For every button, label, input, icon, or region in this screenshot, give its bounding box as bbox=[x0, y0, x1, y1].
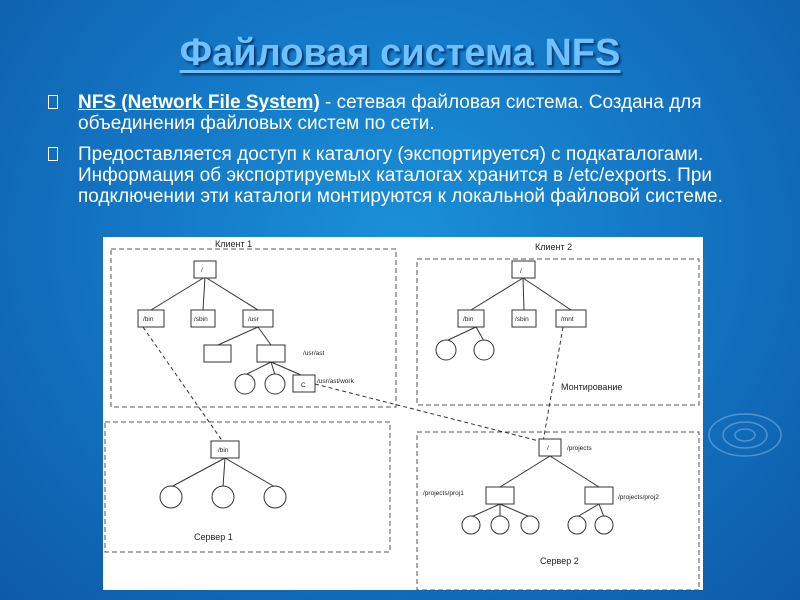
client1-file-node bbox=[265, 374, 285, 394]
server2-root-node bbox=[539, 439, 561, 456]
client1-label: Клиент 1 bbox=[215, 239, 253, 249]
client1-dir-node bbox=[204, 345, 231, 362]
mount-link-mnt bbox=[543, 327, 563, 442]
server2-root-text: / bbox=[547, 445, 549, 452]
client2-root-text: / bbox=[520, 268, 522, 275]
water-ripple-decoration bbox=[700, 405, 790, 465]
client2-sbin-text: /sbin bbox=[515, 316, 529, 323]
mount-label: Монтирование bbox=[561, 382, 623, 392]
server2-file-node bbox=[568, 516, 586, 534]
bullet-text: Предоставляется доступ к каталогу (экспортируется) с подкаталогами. Информация об экспортируемых каталогах хранится в /etc/exports. При подключении эти каталоги монтируются к локальной файловой системе. bbox=[78, 144, 723, 207]
server2-label: Сервер 2 bbox=[540, 556, 579, 566]
server2-file-node bbox=[595, 516, 613, 534]
server2-proj2-node bbox=[585, 487, 613, 504]
client1-file-node bbox=[235, 374, 255, 394]
server1-file-node bbox=[264, 486, 286, 508]
server2-proj1-text: /projects/proj1 bbox=[423, 490, 464, 497]
server1-frame bbox=[105, 422, 390, 552]
bullet-lead: NFS (Network File System) bbox=[78, 92, 320, 113]
bullet-item-nfs bbox=[48, 92, 728, 134]
client2-label: Клиент 2 bbox=[535, 242, 573, 252]
server2-file-node bbox=[462, 516, 480, 534]
client2-frame bbox=[417, 259, 699, 405]
bullet-icon bbox=[48, 95, 58, 109]
client1-bin-text: /bin bbox=[143, 316, 154, 323]
server1-bin-text: /bin bbox=[218, 447, 229, 454]
bullet-item-export bbox=[48, 144, 728, 207]
server2-file-node bbox=[521, 516, 539, 534]
mount-link-work bbox=[315, 384, 543, 442]
server1-label: Сервер 1 bbox=[194, 532, 233, 542]
client1-usr-ast-node bbox=[257, 345, 285, 362]
client2-file-node bbox=[474, 340, 494, 360]
client2-mnt-text: /mnt bbox=[561, 316, 574, 323]
server2-projects-text: /projects bbox=[567, 445, 592, 452]
server1-file-node bbox=[212, 486, 234, 508]
bullet-text: - сетевая файловая система. Создана для объединения файловых систем по сети. bbox=[78, 92, 702, 134]
client1-root-node bbox=[194, 261, 216, 278]
client1-usr-text: /usr bbox=[248, 316, 259, 323]
client2-root-node bbox=[512, 261, 535, 278]
client1-sbin-text: /sbin bbox=[194, 316, 208, 323]
server2-file-node bbox=[491, 516, 509, 534]
client1-usr-ast-text: /usr/ast bbox=[303, 350, 325, 357]
client1-work-box-text: C bbox=[301, 382, 306, 389]
slide-title: Файловая система NFS bbox=[179, 32, 621, 74]
server2-proj1-node bbox=[486, 487, 514, 504]
bullet-list bbox=[48, 92, 728, 217]
bullet-icon bbox=[48, 147, 58, 161]
client2-file-node bbox=[436, 340, 456, 360]
mount-link-bin bbox=[143, 327, 223, 442]
client1-usr-ast-work-text: /usr/ast/work bbox=[317, 378, 354, 385]
server2-proj2-text: /projects/proj2 bbox=[618, 494, 659, 501]
server1-file-node bbox=[160, 486, 182, 508]
client2-bin-text: /bin bbox=[463, 316, 474, 323]
nfs-diagram bbox=[103, 237, 703, 590]
diagram-canvas bbox=[103, 237, 703, 590]
client1-root-text: / bbox=[201, 267, 203, 274]
